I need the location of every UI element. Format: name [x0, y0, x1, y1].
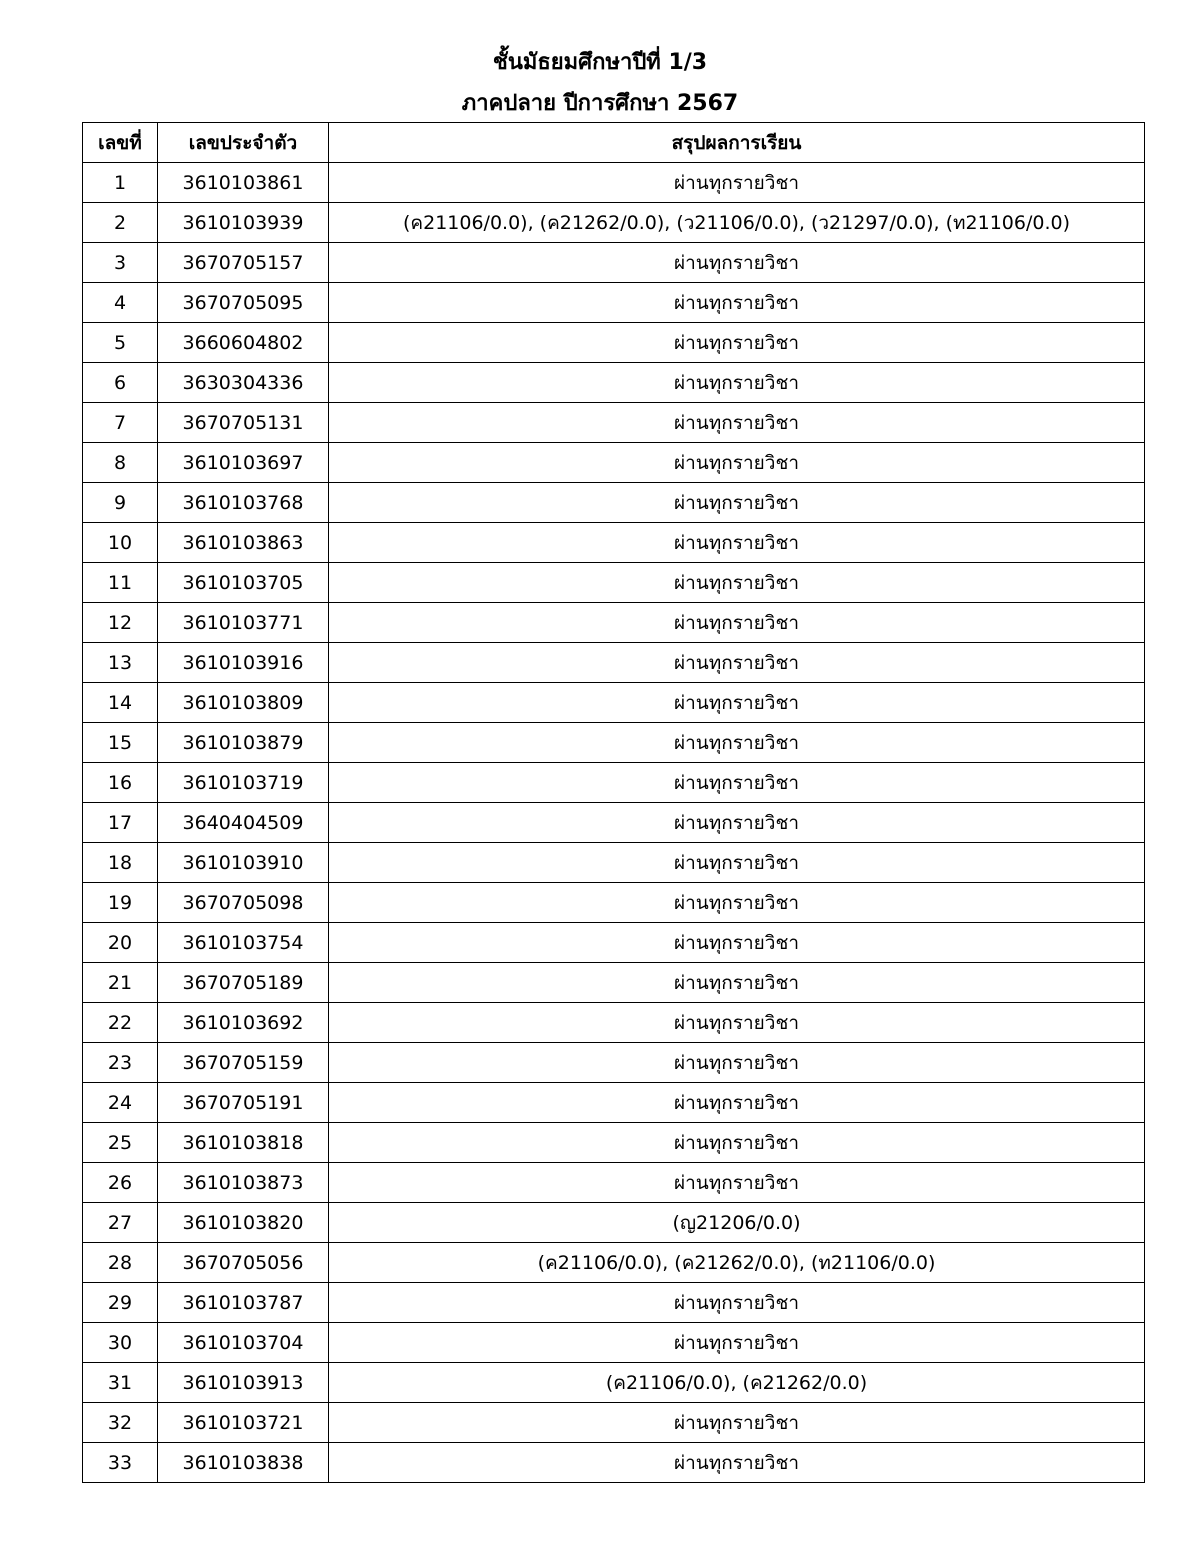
- row-student-id: 3670705159: [158, 1043, 329, 1083]
- row-number: 26: [83, 1163, 158, 1203]
- row-student-id: 3610103705: [158, 563, 329, 603]
- row-result: ผ่านทุกรายวิชา: [329, 723, 1145, 763]
- table-row: [83, 1043, 1145, 1083]
- row-student-id: 3640404509: [158, 803, 329, 843]
- row-student-id: 3670705131: [158, 403, 329, 443]
- row-student-id: 3610103873: [158, 1163, 329, 1203]
- row-student-id: 3610103768: [158, 483, 329, 523]
- table-row: [83, 843, 1145, 883]
- table-body: [83, 163, 1145, 1483]
- row-result: ผ่านทุกรายวิชา: [329, 1443, 1145, 1483]
- row-result: ผ่านทุกรายวิชา: [329, 363, 1145, 403]
- row-student-id: 3670705191: [158, 1083, 329, 1123]
- row-student-id: 3670705095: [158, 283, 329, 323]
- row-student-id: 3610103863: [158, 523, 329, 563]
- header-student-id: เลขประจำตัว: [158, 123, 329, 163]
- row-student-id: 3610103787: [158, 1283, 329, 1323]
- row-number: 24: [83, 1083, 158, 1123]
- row-result: ผ่านทุกรายวิชา: [329, 1123, 1145, 1163]
- table-row: [83, 563, 1145, 603]
- row-result: ผ่านทุกรายวิชา: [329, 1323, 1145, 1363]
- row-result: (ค21106/0.0), (ค21262/0.0), (ว21106/0.0), (ว21297/0.0), (ท21106/0.0): [329, 203, 1145, 243]
- row-number: 30: [83, 1323, 158, 1363]
- row-student-id: 3610103697: [158, 443, 329, 483]
- row-student-id: 3610103916: [158, 643, 329, 683]
- row-result: ผ่านทุกรายวิชา: [329, 243, 1145, 283]
- row-student-id: 3610103861: [158, 163, 329, 203]
- row-result: ผ่านทุกรายวิชา: [329, 1403, 1145, 1443]
- results-table: [82, 122, 1145, 1483]
- table-row: [83, 683, 1145, 723]
- row-student-id: 3670705056: [158, 1243, 329, 1283]
- row-result: ผ่านทุกรายวิชา: [329, 963, 1145, 1003]
- row-student-id: 3610103771: [158, 603, 329, 643]
- row-result: ผ่านทุกรายวิชา: [329, 643, 1145, 683]
- row-number: 13: [83, 643, 158, 683]
- row-result: ผ่านทุกรายวิชา: [329, 483, 1145, 523]
- row-number: 17: [83, 803, 158, 843]
- row-number: 3: [83, 243, 158, 283]
- row-number: 12: [83, 603, 158, 643]
- row-result: ผ่านทุกรายวิชา: [329, 1003, 1145, 1043]
- row-number: 11: [83, 563, 158, 603]
- row-result: ผ่านทุกรายวิชา: [329, 283, 1145, 323]
- row-student-id: 3670705189: [158, 963, 329, 1003]
- row-student-id: 3610103820: [158, 1203, 329, 1243]
- row-number: 23: [83, 1043, 158, 1083]
- table-row: [83, 1123, 1145, 1163]
- row-number: 6: [83, 363, 158, 403]
- row-number: 28: [83, 1243, 158, 1283]
- row-student-id: 3670705098: [158, 883, 329, 923]
- table-row: [83, 1083, 1145, 1123]
- row-student-id: 3610103879: [158, 723, 329, 763]
- table-row: [83, 203, 1145, 243]
- header-number: เลขที่: [83, 123, 158, 163]
- row-student-id: 3610103692: [158, 1003, 329, 1043]
- row-number: 15: [83, 723, 158, 763]
- row-result: ผ่านทุกรายวิชา: [329, 883, 1145, 923]
- row-result: ผ่านทุกรายวิชา: [329, 763, 1145, 803]
- table-row: [83, 1283, 1145, 1323]
- table-row: [83, 723, 1145, 763]
- table-row: [83, 1203, 1145, 1243]
- table-row: [83, 483, 1145, 523]
- row-number: 14: [83, 683, 158, 723]
- table-row: [83, 163, 1145, 203]
- row-result: ผ่านทุกรายวิชา: [329, 523, 1145, 563]
- header-summary: สรุปผลการเรียน: [329, 123, 1145, 163]
- row-student-id: 3670705157: [158, 243, 329, 283]
- table-row: [83, 603, 1145, 643]
- row-result: ผ่านทุกรายวิชา: [329, 323, 1145, 363]
- table-row: [83, 1163, 1145, 1203]
- table-row: [83, 1003, 1145, 1043]
- table-row: [83, 443, 1145, 483]
- row-result: ผ่านทุกรายวิชา: [329, 443, 1145, 483]
- row-student-id: 3610103809: [158, 683, 329, 723]
- row-number: 18: [83, 843, 158, 883]
- row-number: 33: [83, 1443, 158, 1483]
- row-result: ผ่านทุกรายวิชา: [329, 563, 1145, 603]
- row-number: 4: [83, 283, 158, 323]
- row-number: 1: [83, 163, 158, 203]
- table-row: [83, 323, 1145, 363]
- row-student-id: 3610103754: [158, 923, 329, 963]
- row-result: ผ่านทุกรายวิชา: [329, 1163, 1145, 1203]
- row-student-id: 3610103910: [158, 843, 329, 883]
- row-student-id: 3610103721: [158, 1403, 329, 1443]
- table-row: [83, 1323, 1145, 1363]
- table-row: [83, 1403, 1145, 1443]
- table-row: [83, 523, 1145, 563]
- row-number: 20: [83, 923, 158, 963]
- row-number: 5: [83, 323, 158, 363]
- table-row: [83, 1243, 1145, 1283]
- row-number: 22: [83, 1003, 158, 1043]
- row-result: ผ่านทุกรายวิชา: [329, 1043, 1145, 1083]
- row-student-id: 3610103913: [158, 1363, 329, 1403]
- row-number: 32: [83, 1403, 158, 1443]
- table-row: [83, 243, 1145, 283]
- row-number: 31: [83, 1363, 158, 1403]
- row-number: 7: [83, 403, 158, 443]
- table-row: [83, 883, 1145, 923]
- row-result: ผ่านทุกรายวิชา: [329, 803, 1145, 843]
- row-number: 29: [83, 1283, 158, 1323]
- row-result: ผ่านทุกรายวิชา: [329, 603, 1145, 643]
- row-number: 21: [83, 963, 158, 1003]
- table-row: [83, 963, 1145, 1003]
- table-row: [83, 363, 1145, 403]
- row-student-id: 3610103939: [158, 203, 329, 243]
- row-result: ผ่านทุกรายวิชา: [329, 163, 1145, 203]
- table-row: [83, 803, 1145, 843]
- row-result: (ค21106/0.0), (ค21262/0.0), (ท21106/0.0): [329, 1243, 1145, 1283]
- table-row: [83, 643, 1145, 683]
- row-number: 16: [83, 763, 158, 803]
- table-row: [83, 283, 1145, 323]
- row-number: 10: [83, 523, 158, 563]
- row-student-id: 3610103818: [158, 1123, 329, 1163]
- table-row: [83, 763, 1145, 803]
- row-result: ผ่านทุกรายวิชา: [329, 923, 1145, 963]
- row-result: ผ่านทุกรายวิชา: [329, 1283, 1145, 1323]
- row-number: 27: [83, 1203, 158, 1243]
- row-student-id: 3610103704: [158, 1323, 329, 1363]
- row-result: ผ่านทุกรายวิชา: [329, 1083, 1145, 1123]
- row-student-id: 3610103719: [158, 763, 329, 803]
- row-result: ผ่านทุกรายวิชา: [329, 403, 1145, 443]
- row-student-id: 3610103838: [158, 1443, 329, 1483]
- table-row: [83, 403, 1145, 443]
- row-number: 9: [83, 483, 158, 523]
- row-result: (ค21106/0.0), (ค21262/0.0): [329, 1363, 1145, 1403]
- row-result: (ญ21206/0.0): [329, 1203, 1145, 1243]
- row-student-id: 3630304336: [158, 363, 329, 403]
- document-subtitle: ภาคปลาย ปีการศึกษา 2567: [461, 91, 739, 116]
- document-title: ชั้นมัธยมศึกษาปีที่ 1/3: [492, 50, 708, 75]
- table-row: [83, 1363, 1145, 1403]
- row-result: ผ่านทุกรายวิชา: [329, 843, 1145, 883]
- row-number: 19: [83, 883, 158, 923]
- row-number: 2: [83, 203, 158, 243]
- row-number: 25: [83, 1123, 158, 1163]
- table-row: [83, 923, 1145, 963]
- row-result: ผ่านทุกรายวิชา: [329, 683, 1145, 723]
- table-row: [83, 1443, 1145, 1483]
- row-student-id: 3660604802: [158, 323, 329, 363]
- table-header-row: [83, 123, 1145, 163]
- row-number: 8: [83, 443, 158, 483]
